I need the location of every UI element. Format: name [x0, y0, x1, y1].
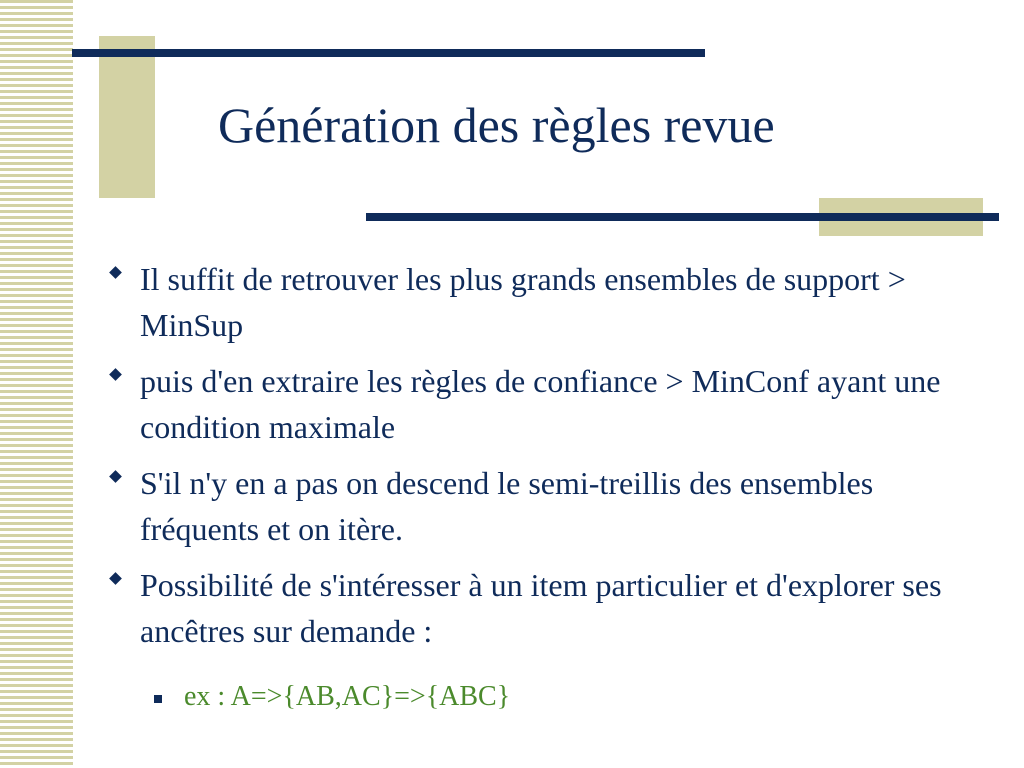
subbullet-list	[154, 678, 510, 716]
diamond-bullet-icon	[109, 368, 122, 381]
bullet-list	[100, 256, 1000, 664]
bullet-text: S'il n'y en a pas on descend le semi-treillis des ensembles fréquents et on itère.	[140, 465, 874, 547]
side-stripe-decoration	[0, 0, 73, 768]
bullet-item	[100, 562, 1000, 654]
bullet-text: Possibilité de s'intéresser à un item particulier et d'explorer ses ancêtres sur demande :	[140, 567, 942, 649]
title-rule-bottom	[366, 213, 999, 221]
tan-accent-block-top	[99, 36, 155, 198]
title-rule-top	[72, 49, 705, 57]
diamond-bullet-icon	[109, 470, 122, 483]
bullet-item	[100, 460, 1000, 552]
bullet-item	[100, 358, 1000, 450]
subbullet-text: ex : A=>{AB,AC}=>{ABC}	[184, 681, 511, 712]
square-bullet-icon	[154, 695, 162, 703]
bullet-text: puis d'en extraire les règles de confiance > MinConf ayant une condition maximale	[140, 363, 941, 445]
subbullet-item	[184, 678, 510, 716]
diamond-bullet-icon	[109, 266, 122, 279]
diamond-bullet-icon	[109, 572, 122, 585]
bullet-item	[100, 256, 1000, 348]
slide-title: Génération des règles revue	[218, 97, 775, 153]
bullet-text: Il suffit de retrouver les plus grands ensembles de support > MinSup	[140, 261, 906, 343]
